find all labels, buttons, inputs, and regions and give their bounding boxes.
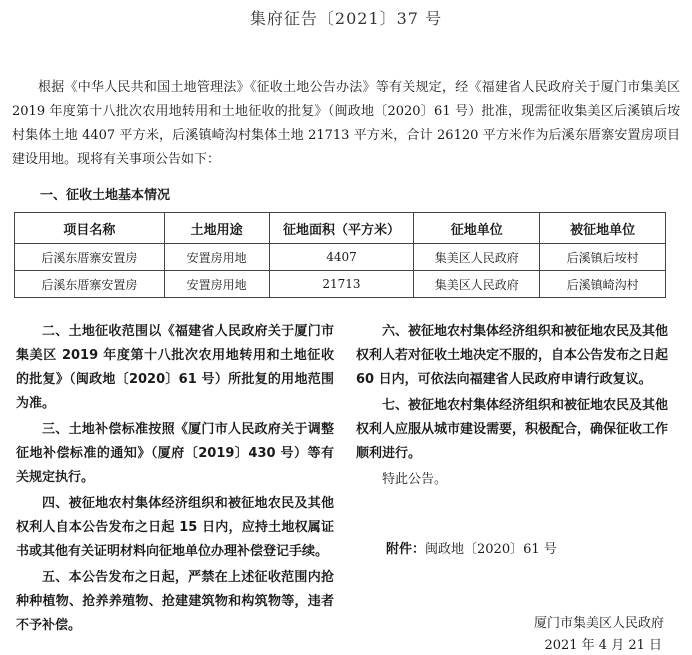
- paragraph-review: 六、被征地农村集体经济组织和被征地农民及其他权利人若对征收土地决定不服的，自本公告发布之日起 60 日内，可依法向福建省人民政府申请行政复议。: [356, 324, 669, 387]
- signature-date: 2021 年 4 月 21 日: [544, 638, 662, 653]
- paragraph-prohibition: 五、本公告发布之日起，严禁在上述征收范围内抢种种植物、抢养养殖物、抢建建筑物和构筑物等，违者不予补偿。: [16, 570, 334, 633]
- paragraph-compensation: 三、土地补偿标准按照《厦门市人民政府关于调整征地补偿标准的通知》（厦府〔2019〕430 号）等有关规定执行。: [16, 422, 334, 485]
- left-column: [16, 320, 334, 640]
- header-project-name: 项目名称: [15, 213, 165, 244]
- attachment-value: 闽政地〔2020〕61 号: [425, 542, 557, 557]
- cell-acquired-unit: 后溪镇后垵村: [540, 244, 666, 271]
- paragraph-registration: 四、被征地农村集体经济组织和被征地农民及其他权利人自本公告发布之日起 15 日内，应持土地权属证书或其他有关证明材料向征地单位办理补偿登记手续。: [16, 496, 334, 559]
- signature-organization: 厦门市集美区人民政府: [533, 616, 664, 631]
- attachment-label: 附件：: [386, 542, 426, 557]
- cell-acquiring-unit: 集美区人民政府: [414, 244, 540, 271]
- cell-project-name: 后溪东厝寨安置房: [15, 271, 165, 298]
- header-land-use: 土地用途: [164, 213, 269, 244]
- table-row: [15, 244, 666, 271]
- paragraph-scope: 二、土地征收范围以《福建省人民政府关于厦门市集美区 2019 年度第十八批次农用地转用和土地征收的批复》（闽政地〔2020〕61 号）所批复的用地范围为准。: [16, 324, 334, 411]
- section-heading-basic-info: 一、征收土地基本情况: [40, 188, 171, 203]
- header-acquiring-unit: 征地单位: [414, 213, 540, 244]
- document-title: 集府征告〔2021〕37 号: [249, 9, 443, 28]
- header-area: 征地面积（平方米）: [269, 213, 414, 244]
- cell-acquired-unit: 后溪镇崎沟村: [540, 271, 666, 298]
- intro-paragraph: 根据《中华人民共和国土地管理法》《征收土地公告办法》等有关规定，经《福建省人民政府关于厦门市集美区 2019 年度第十八批次农用地转用和土地征收的批复》（闽政地〔2020〕61 号）批准，现需征收集美区后溪镇后垵村集体土地 4407 平方米，后溪镇崎沟村集体土地 21713 平方米，合计 26120 平方米作为后溪东厝寨安置房项目建设用地。现将有关事项公告如下：: [12, 80, 680, 167]
- paragraph-cooperation: 七、被征地农村集体经济组织和被征地农民及其他权利人应服从城市建设需要，积极配合，确保征收工作顺利进行。: [356, 398, 669, 461]
- table-header-row: [15, 213, 666, 244]
- cell-project-name: 后溪东厝寨安置房: [15, 244, 165, 271]
- cell-area: 21713: [269, 271, 414, 298]
- cell-land-use: 安置房用地: [164, 271, 269, 298]
- cell-area: 4407: [269, 244, 414, 271]
- attachment-line: [386, 538, 557, 557]
- land-info-table: [14, 212, 666, 298]
- header-acquired-unit: 被征地单位: [540, 213, 666, 244]
- cell-land-use: 安置房用地: [164, 244, 269, 271]
- cell-acquiring-unit: 集美区人民政府: [414, 271, 540, 298]
- right-column: [356, 320, 668, 494]
- table-row: [15, 271, 666, 298]
- closing-text: 特此公告。: [382, 472, 448, 487]
